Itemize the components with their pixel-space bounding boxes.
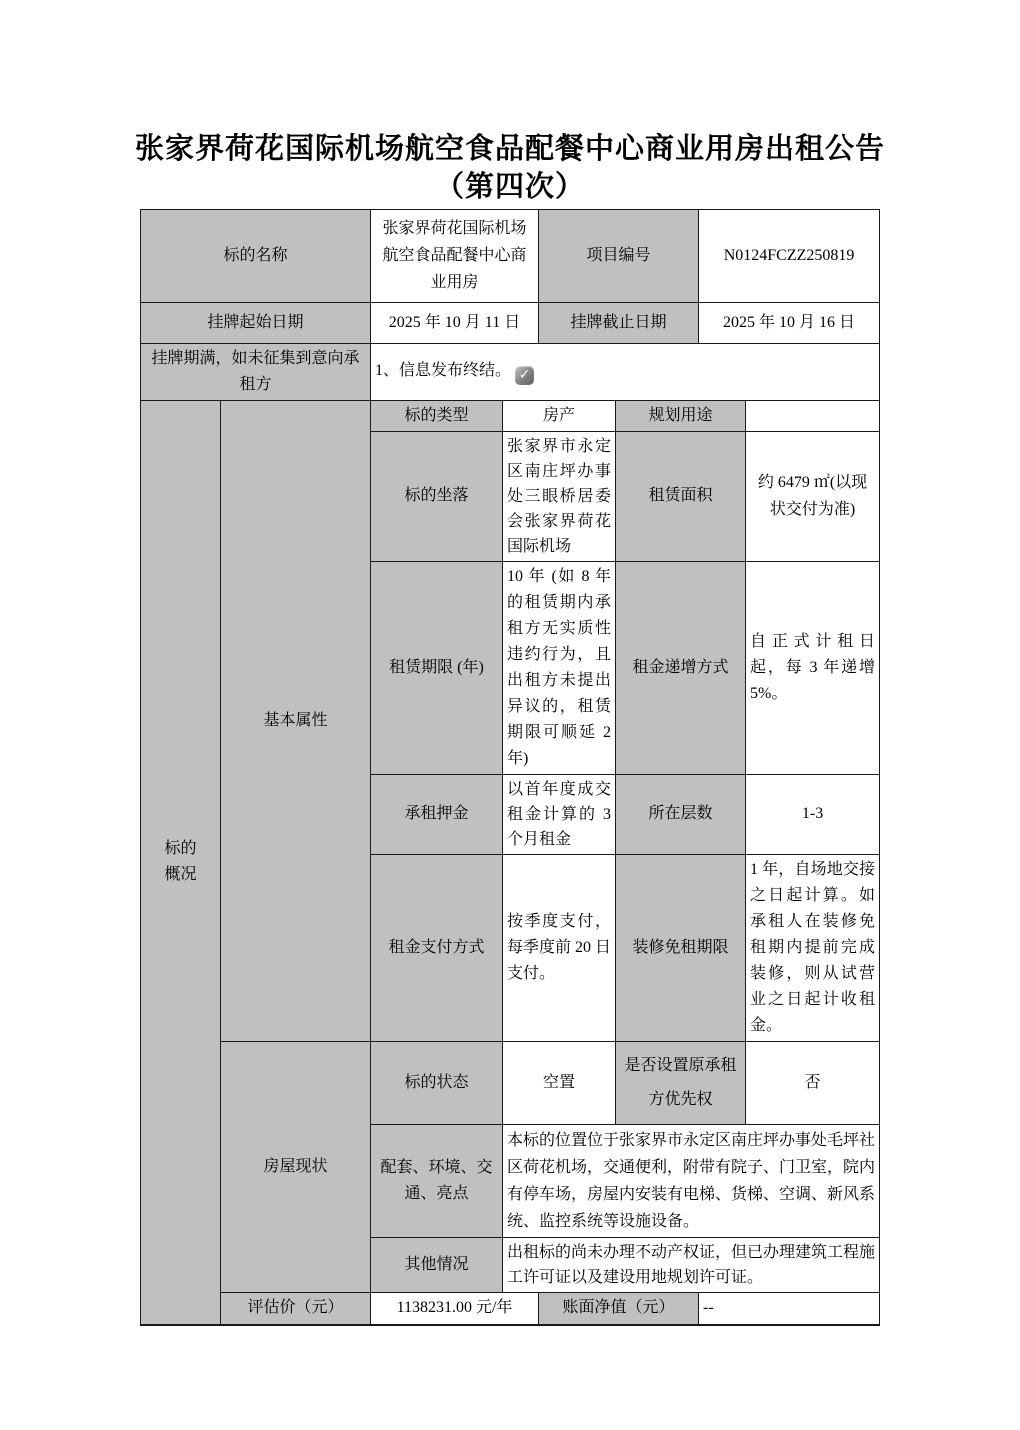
other-info-label: 其他情况 (370, 1237, 502, 1292)
row-subject-type (140, 400, 879, 431)
overview-section-label: 标的概况 (140, 400, 220, 1325)
planned-use-label: 规划用途 (616, 400, 746, 431)
row-status (140, 1041, 879, 1124)
rent-increase-label: 租金递增方式 (616, 561, 746, 774)
location-label: 标的坐落 (370, 431, 502, 561)
page-title (130, 130, 890, 207)
subject-name-value: 张家界荷花国际机场航空食品配餐中心商业用房 (370, 209, 538, 302)
announcement-table (140, 209, 880, 1327)
deposit-label: 承租押金 (370, 774, 502, 854)
location-value: 张家界市永定区南庄坪办事处三眼桥居委会张家界荷花国际机场 (502, 431, 615, 561)
page-title-line1: 张家界荷花国际机场航空食品配餐中心商业用房出租公告 (134, 133, 885, 165)
row-expiry (140, 343, 879, 400)
listing-start-value: 2025 年 10 月 11 日 (370, 302, 538, 343)
facilities-value: 本标的位置位于张家界市永定区南庄坪办事处毛坪社区荷花机场，交通便利，附带有院子、门卫室，院内有停车场，房屋内安装有电梯、货梯、空调、新风系统、监控系统等设施设备。 (502, 1124, 879, 1237)
project-no-label: 项目编号 (539, 209, 699, 302)
status-label: 标的状态 (370, 1041, 502, 1124)
book-value-value: -- (699, 1292, 880, 1325)
expiry-value-cell (370, 343, 879, 400)
payment-label: 租金支付方式 (370, 854, 502, 1041)
valuation-label: 评估价（元） (220, 1292, 370, 1325)
expiry-value: 1、信息发布终结。 (374, 362, 511, 380)
listing-end-label: 挂牌截止日期 (539, 302, 699, 343)
subject-type-value: 房产 (502, 400, 615, 431)
checked-checkbox-icon[interactable]: ✓ (515, 366, 534, 385)
expiry-label: 挂牌期满，如未征集到意向承租方 (140, 343, 370, 400)
lease-area-value: 约 6479 ㎡(以现状交付为准) (746, 431, 880, 561)
listing-end-value: 2025 年 10 月 16 日 (699, 302, 880, 343)
facilities-label: 配套、环境、交通、亮点 (370, 1124, 502, 1237)
floors-value: 1-3 (746, 774, 880, 854)
subject-type-label: 标的类型 (370, 400, 502, 431)
listing-start-label: 挂牌起始日期 (140, 302, 370, 343)
planned-use-value (746, 400, 880, 431)
page-title-line2: （第四次） (434, 171, 585, 204)
renovation-rent-free-value: 1 年，自场地交接之日起计算。如承租人在装修免租期内提前完成装修，则从试营业之日起计收租金。 (746, 854, 880, 1041)
row-listing-dates (140, 302, 879, 343)
book-value-label: 账面净值（元） (539, 1292, 699, 1325)
lease-term-label: 租赁期限 (年) (370, 561, 502, 774)
rent-increase-value: 自正式计租日起，每 3 年递增 5%。 (746, 561, 880, 774)
deposit-value: 以首年度成交租金计算的 3 个月租金 (502, 774, 615, 854)
project-no-value: N0124FCZZ250819 (699, 209, 880, 302)
current-state-section-label: 房屋现状 (220, 1041, 370, 1292)
status-value: 空置 (502, 1041, 615, 1124)
original-tenant-priority-value: 否 (746, 1041, 880, 1124)
row-valuation (140, 1292, 879, 1325)
other-info-value: 出租标的尚未办理不动产权证，但已办理建筑工程施工许可证以及建设用地规划许可证。 (502, 1237, 879, 1292)
valuation-value: 1138231.00 元/年 (370, 1292, 538, 1325)
floors-label: 所在层数 (616, 774, 746, 854)
subject-name-label: 标的名称 (140, 209, 370, 302)
lease-area-label: 租赁面积 (616, 431, 746, 561)
payment-value: 按季度支付，每季度前 20 日支付。 (502, 854, 615, 1041)
basic-attrs-section-label: 基本属性 (220, 400, 370, 1041)
renovation-rent-free-label: 装修免租期限 (616, 854, 746, 1041)
lease-term-value: 10 年 (如 8 年的租赁期内承租方无实质性违约行为，且出租方未提出异议的，租赁期限可顺延 2 年) (502, 561, 615, 774)
original-tenant-priority-label: 是否设置原承租方优先权 (616, 1041, 746, 1124)
row-subject-name (140, 209, 879, 302)
